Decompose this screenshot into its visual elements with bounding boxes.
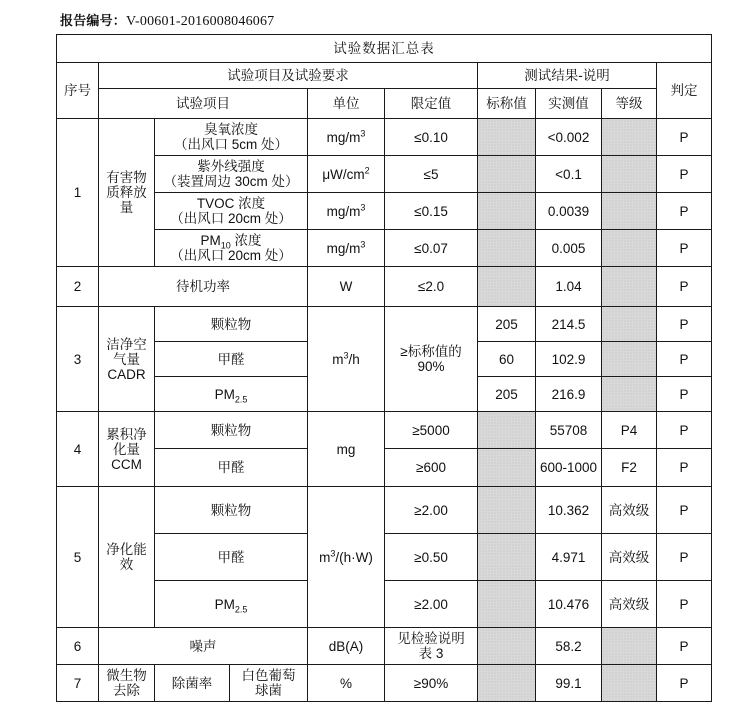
nominal-cell-empty (478, 230, 536, 267)
header-results-group: 测试结果-说明 (478, 63, 657, 89)
limit-cell: ≥0.50 (385, 534, 478, 581)
test-item: 甲醛 (155, 534, 308, 581)
measured-cell: 1.04 (536, 267, 602, 307)
table-row (57, 665, 712, 702)
nominal-cell-empty (478, 119, 536, 156)
grade-cell-empty (602, 230, 657, 267)
verdict-cell: P (657, 193, 712, 230)
grade-cell-empty (602, 628, 657, 665)
unit-cell: % (308, 665, 385, 702)
nominal-cell-empty (478, 412, 536, 449)
grade-cell-empty (602, 156, 657, 193)
limit-cell: ≥90% (385, 665, 478, 702)
unit-cell: $m^3/h$ (308, 307, 385, 412)
test-item: 颗粒物 (155, 307, 308, 342)
unit-cell: $mg/m^3$ (308, 230, 385, 267)
grade-cell: F2 (602, 449, 657, 487)
verdict-cell: P (657, 119, 712, 156)
test-item: 颗粒物 (155, 487, 308, 534)
table-row (57, 267, 712, 307)
row-seq: 3 (57, 307, 99, 412)
limit-cell: ≤2.0 (385, 267, 478, 307)
verdict-cell: P (657, 342, 712, 377)
summary-table (56, 34, 712, 702)
row-category: 微生物 去除 (99, 665, 155, 702)
header-limit: 限定值 (385, 89, 478, 119)
header-measured: 实测值 (536, 89, 602, 119)
verdict-cell: P (657, 307, 712, 342)
nominal-cell: 205 (478, 377, 536, 412)
test-item: $PM_{2.5}$ (155, 581, 308, 628)
grade-cell-empty (602, 307, 657, 342)
grade-cell-empty (602, 377, 657, 412)
row-seq: 2 (57, 267, 99, 307)
grade-cell-empty (602, 665, 657, 702)
grade-cell: P4 (602, 412, 657, 449)
test-item: 甲醛 (155, 342, 308, 377)
report-number-value: V-00601-2016008046067 (126, 14, 275, 29)
verdict-cell: P (657, 665, 712, 702)
grade-cell-empty (602, 193, 657, 230)
measured-cell: <0.002 (536, 119, 602, 156)
header-nominal: 标称值 (478, 89, 536, 119)
test-item: 颗粒物 (155, 412, 308, 449)
nominal-cell-empty (478, 628, 536, 665)
measured-cell: 99.1 (536, 665, 602, 702)
table-title: 试验数据汇总表 (57, 35, 712, 63)
report-number-label: 报告编号： (60, 13, 127, 28)
unit-cell: $\mu W/cm^2$ (308, 156, 385, 193)
limit-cell: ≤0.15 (385, 193, 478, 230)
nominal-cell-empty (478, 267, 536, 307)
measured-cell: 0.005 (536, 230, 602, 267)
nominal-cell-empty (478, 487, 536, 534)
header-verdict: 判定 (657, 63, 712, 119)
grade-cell: 高效级 (602, 581, 657, 628)
verdict-cell: P (657, 487, 712, 534)
test-item: $PM_{2.5}$ (155, 377, 308, 412)
grade-cell: 高效级 (602, 534, 657, 581)
test-item: $PM_{10}$ 浓度 （出风口 20cm 处） (155, 230, 308, 267)
nominal-cell-empty (478, 449, 536, 487)
measured-cell: 4.971 (536, 534, 602, 581)
test-item: 噪声 (99, 628, 308, 665)
unit-cell: $mg/m^3$ (308, 193, 385, 230)
row-category: 有害物 质释放 量 (99, 119, 155, 267)
report-number (60, 10, 274, 30)
test-organism: 白色葡萄 球菌 (230, 665, 308, 702)
measured-cell: 10.476 (536, 581, 602, 628)
verdict-cell: P (657, 377, 712, 412)
table-row (57, 193, 712, 230)
limit-cell: ≥600 (385, 449, 478, 487)
row-seq: 5 (57, 487, 99, 628)
measured-cell: 600-1000 (536, 449, 602, 487)
nominal-cell-empty (478, 665, 536, 702)
limit-cell: 见检验说明 表 3 (385, 628, 478, 665)
row-category: 净化能 效 (99, 487, 155, 628)
grade-cell: 高效级 (602, 487, 657, 534)
unit-cell: dB(A) (308, 628, 385, 665)
measured-cell: 216.9 (536, 377, 602, 412)
verdict-cell: P (657, 412, 712, 449)
limit-cell: ≥5000 (385, 412, 478, 449)
verdict-cell: P (657, 230, 712, 267)
row-category: 洁净空 气量 CADR (99, 307, 155, 412)
verdict-cell: P (657, 581, 712, 628)
table-row (57, 449, 712, 487)
verdict-cell: P (657, 267, 712, 307)
unit-cell: $m^3/(h\cdot W)$ (308, 487, 385, 628)
nominal-cell: 60 (478, 342, 536, 377)
table-row (57, 534, 712, 581)
limit-cell: ≥2.00 (385, 581, 478, 628)
verdict-cell: P (657, 449, 712, 487)
row-category: 累积净 化量 CCM (99, 412, 155, 487)
test-item: 紫外线强度 （装置周边 30cm 处） (155, 156, 308, 193)
limit-cell: ≤0.10 (385, 119, 478, 156)
nominal-cell-empty (478, 534, 536, 581)
test-item: 甲醛 (155, 449, 308, 487)
measured-cell: 55708 (536, 412, 602, 449)
unit-cell: W (308, 267, 385, 307)
measured-cell: 58.2 (536, 628, 602, 665)
test-item: 臭氧浓度 （出风口 5cm 处） (155, 119, 308, 156)
measured-cell: <0.1 (536, 156, 602, 193)
table-row (57, 487, 712, 534)
nominal-cell-empty (478, 581, 536, 628)
verdict-cell: P (657, 628, 712, 665)
row-seq: 6 (57, 628, 99, 665)
test-item: TVOC 浓度 （出风口 20cm 处） (155, 193, 308, 230)
row-seq: 1 (57, 119, 99, 267)
table-row (57, 628, 712, 665)
measured-cell: 214.5 (536, 307, 602, 342)
nominal-cell: 205 (478, 307, 536, 342)
limit-cell: ≥标称值的 90% (385, 307, 478, 412)
measured-cell: 0.0039 (536, 193, 602, 230)
table-row (57, 119, 712, 156)
table-row (57, 156, 712, 193)
nominal-cell-empty (478, 193, 536, 230)
header-item: 试验项目 (99, 89, 308, 119)
grade-cell-empty (602, 119, 657, 156)
header-items-group: 试验项目及试验要求 (99, 63, 478, 89)
unit-cell: mg (308, 412, 385, 487)
limit-cell: ≥2.00 (385, 487, 478, 534)
row-seq: 4 (57, 412, 99, 487)
header-seq: 序号 (57, 63, 99, 119)
unit-cell: $mg/m^3$ (308, 119, 385, 156)
table-row (57, 230, 712, 267)
verdict-cell: P (657, 534, 712, 581)
measured-cell: 10.362 (536, 487, 602, 534)
test-item: 除菌率 (155, 665, 230, 702)
measured-cell: 102.9 (536, 342, 602, 377)
header-unit: 单位 (308, 89, 385, 119)
header-grade: 等级 (602, 89, 657, 119)
limit-cell: ≤5 (385, 156, 478, 193)
row-seq: 7 (57, 665, 99, 702)
table-row (57, 412, 712, 449)
verdict-cell: P (657, 156, 712, 193)
limit-cell: ≤0.07 (385, 230, 478, 267)
grade-cell-empty (602, 342, 657, 377)
test-item: 待机功率 (99, 267, 308, 307)
nominal-cell-empty (478, 156, 536, 193)
table-row (57, 307, 712, 342)
table-row (57, 581, 712, 628)
grade-cell-empty (602, 267, 657, 307)
